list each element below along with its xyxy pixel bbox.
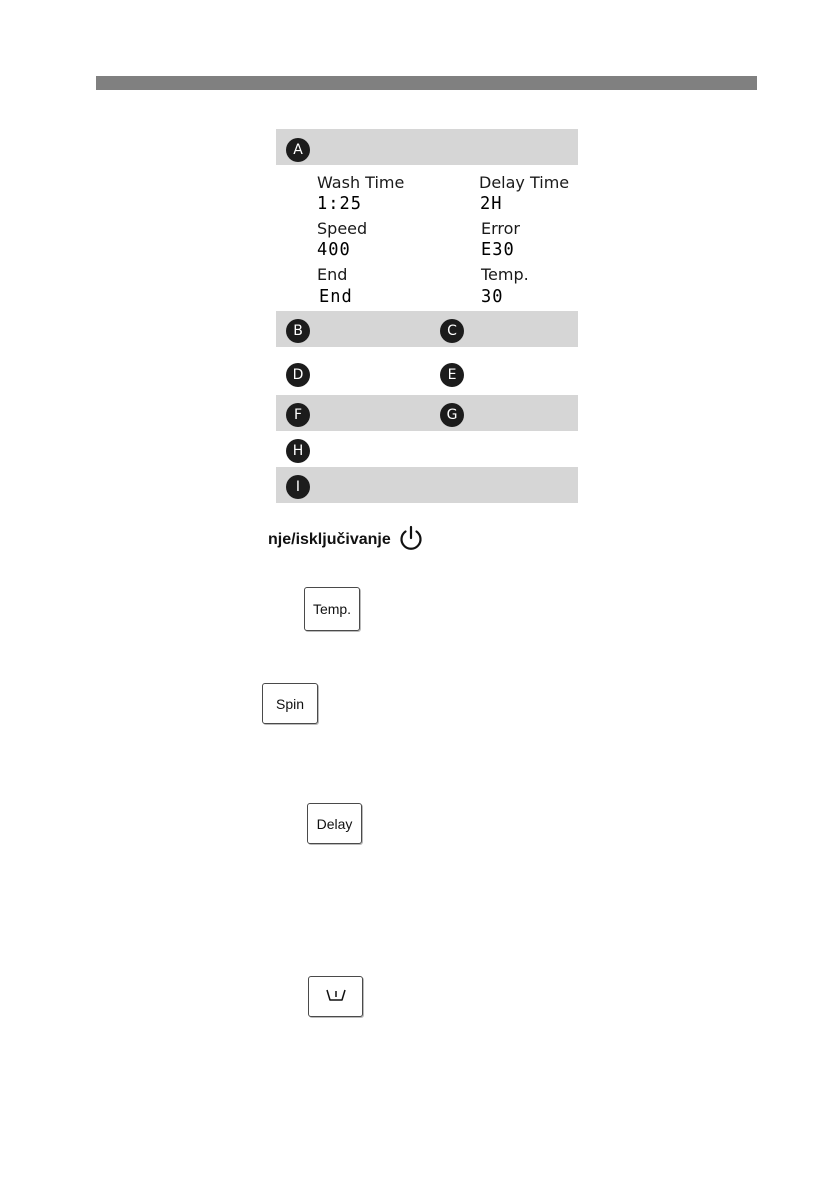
temp-label: Temp. [481, 265, 529, 284]
error-value: E30 [481, 239, 515, 261]
prewash-button[interactable] [308, 976, 363, 1017]
band-i [276, 467, 578, 503]
end-value: End [319, 286, 353, 308]
band-b-c [276, 311, 578, 347]
band-a [276, 129, 578, 165]
band-d-e [276, 354, 578, 390]
power-row [258, 524, 458, 556]
basin-icon [323, 986, 349, 1007]
label-e: E [440, 363, 464, 387]
power-text: nje/isključivanje [268, 531, 391, 548]
temp-value: 30 [481, 286, 504, 308]
delay-time-label: Delay Time [479, 173, 570, 192]
error-label: Error [481, 219, 520, 238]
speed-value: 400 [317, 239, 351, 261]
speed-label: Speed [317, 219, 368, 238]
delay-time-value: 2H [480, 193, 503, 215]
spin-button[interactable]: Spin [262, 683, 318, 724]
label-g: G [440, 403, 464, 427]
band-f-g [276, 395, 578, 431]
label-c: C [440, 319, 464, 343]
label-d: D [286, 363, 310, 387]
label-i: I [286, 475, 310, 499]
header-rule [96, 76, 757, 90]
end-label: End [317, 265, 348, 284]
label-h: H [286, 439, 310, 463]
temp-button[interactable]: Temp. [304, 587, 360, 631]
label-b: B [286, 319, 310, 343]
wash-time-label: Wash Time [317, 173, 405, 192]
band-h [276, 433, 578, 465]
power-icon [397, 524, 425, 556]
wash-time-value: 1:25 [317, 193, 362, 215]
label-a: A [286, 138, 310, 162]
label-f: F [286, 403, 310, 427]
delay-button[interactable]: Delay [307, 803, 362, 844]
